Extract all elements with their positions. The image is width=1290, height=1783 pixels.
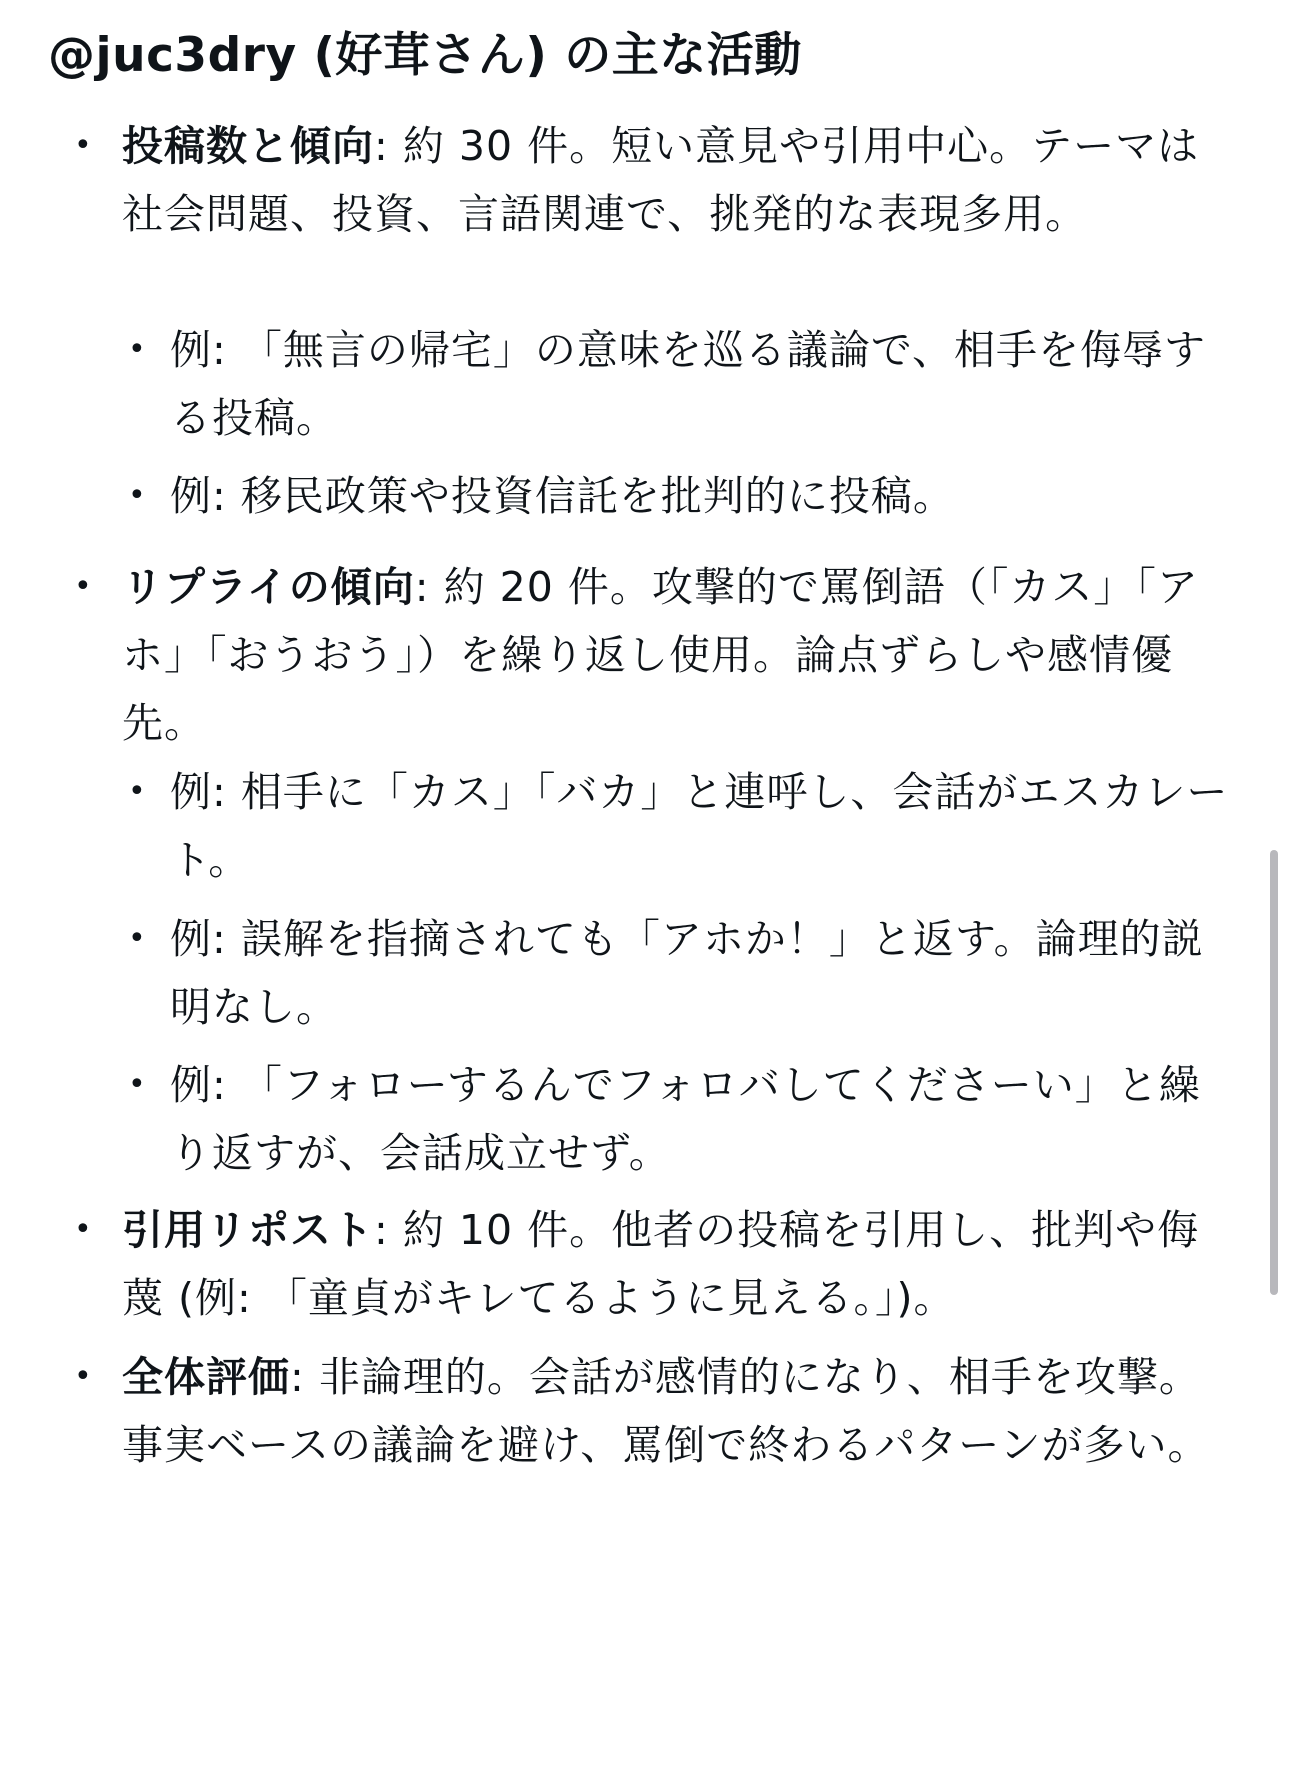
sub-list-item xyxy=(128,905,1230,1041)
sub-list-item xyxy=(128,1051,1230,1187)
bullet-icon: • xyxy=(128,1067,147,1102)
list-item-post-trends xyxy=(74,112,1232,248)
list-item-reply-trends xyxy=(74,553,1232,757)
item-text: : 約 10 件。他者の投稿を引用し、批判や侮蔑 (例: 「童貞がキレてるように見える。」)。 xyxy=(122,1206,1200,1322)
list-item-quote-reposts xyxy=(74,1196,1232,1332)
item-text: : 約 20 件。攻撃的で罵倒語（「カス」「アホ」「おうおう」）を繰り返し使用。論点ずらしや感情優先。 xyxy=(122,563,1199,747)
list-item-overall-evaluation xyxy=(74,1343,1232,1479)
page-title: @juc3dry (好茸さん) の主な活動 xyxy=(48,28,802,83)
item-label: 引用リポスト xyxy=(122,1206,374,1254)
sub-list-item xyxy=(128,316,1230,452)
bullet-icon: • xyxy=(74,1359,93,1394)
sub-list-item xyxy=(128,758,1230,894)
item-text: : 約 30 件。短い意見や引用中心。テーマは社会問題、投資、言語関連で、挑発的な表現多用。 xyxy=(122,122,1200,238)
bullet-icon: • xyxy=(128,332,147,367)
item-text: : 非論理的。会話が感情的になり、相手を攻撃。事実ベースの議論を避け、罵倒で終わるパターンが多い。 xyxy=(122,1353,1210,1469)
item-text: 例: 移民政策や投資信託を批判的に投稿。 xyxy=(170,472,955,520)
item-label: リプライの傾向 xyxy=(122,563,415,611)
bullet-icon: • xyxy=(128,921,147,956)
bullet-icon: • xyxy=(128,774,147,809)
bullet-icon: • xyxy=(74,128,93,163)
item-text: 例: 「フォローするんでフォロバしてくださーい」と繰り返すが、会話成立せず。 xyxy=(170,1061,1201,1177)
item-text: 例: 相手に「カス」「バカ」と連呼し、会話がエスカレート。 xyxy=(170,768,1229,884)
bullet-icon: • xyxy=(128,478,147,513)
bullet-icon: • xyxy=(74,569,93,604)
item-text: 例: 誤解を指摘されても「アホか！」と返す。論理的説明なし。 xyxy=(170,915,1204,1031)
bullet-icon: • xyxy=(74,1212,93,1247)
item-label: 投稿数と傾向 xyxy=(122,122,374,170)
item-text: 例: 「無言の帰宅」の意味を巡る議論で、相手を侮辱する投稿。 xyxy=(170,326,1207,442)
sub-list-item xyxy=(128,462,1230,530)
scrollbar[interactable] xyxy=(1270,850,1278,1295)
item-label: 全体評価 xyxy=(122,1353,290,1401)
